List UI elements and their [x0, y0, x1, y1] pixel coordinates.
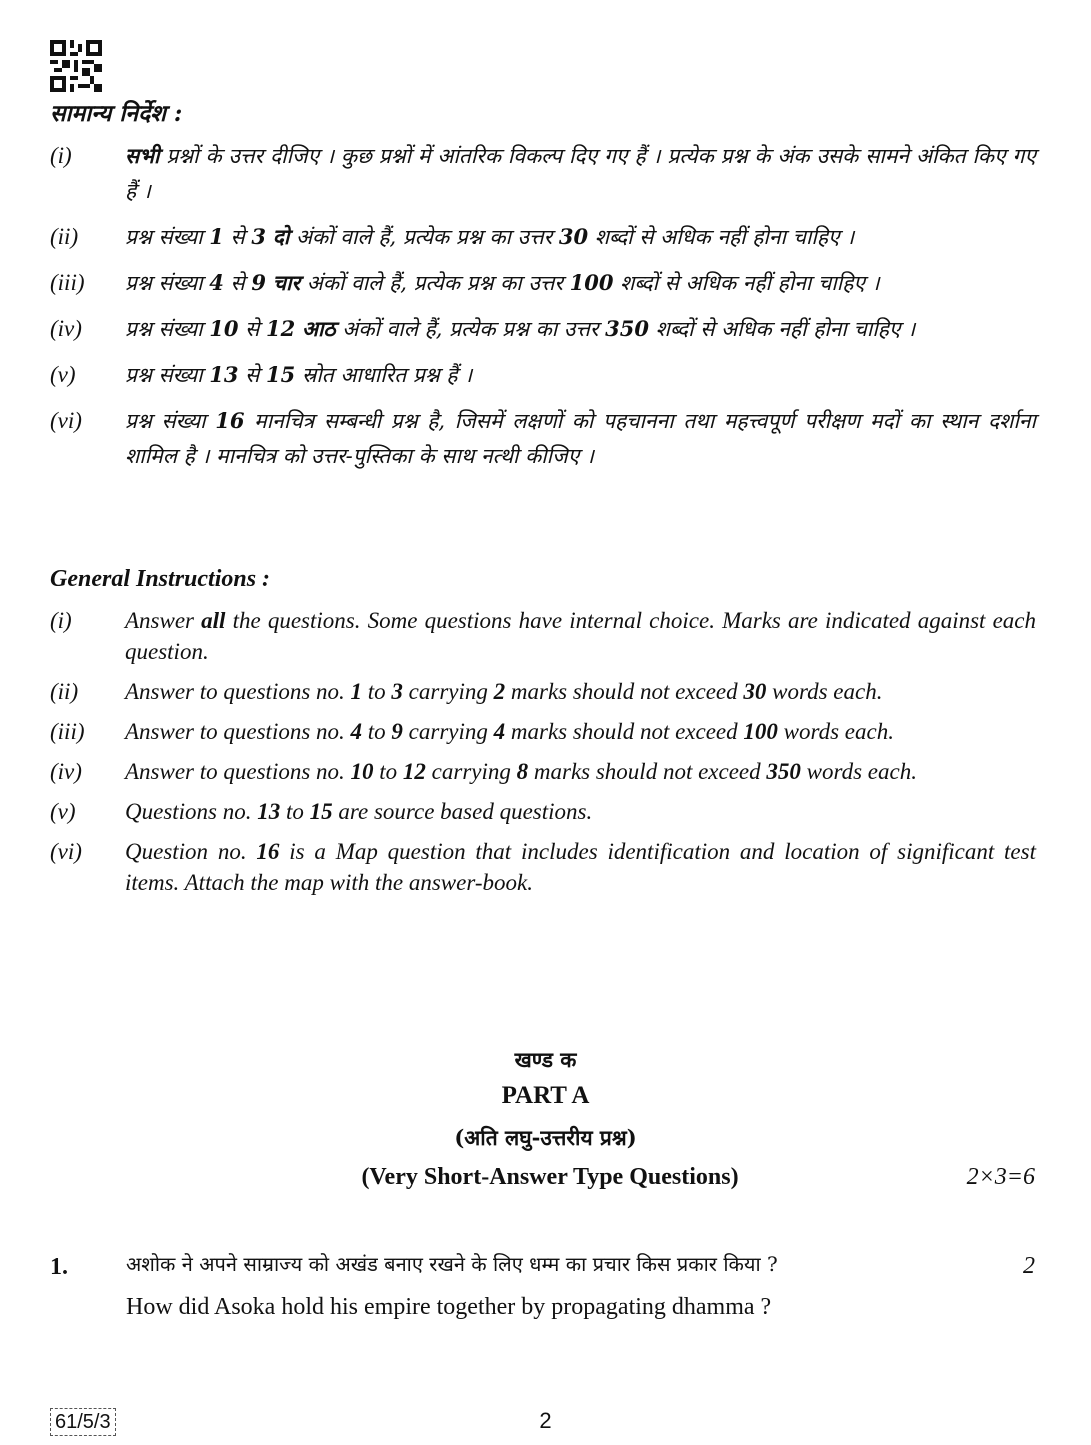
section-part-label: PART A — [501, 1082, 590, 1109]
instruction-emphasis: 2 — [493, 679, 506, 704]
instruction-emphasis: all — [201, 608, 226, 633]
instruction-text — [125, 676, 1036, 707]
instruction-fragment: marks should not exceed — [528, 759, 767, 784]
instruction-fragment: अंकों वाले हैं, प्रत्येक प्रश्न का उत्तर — [300, 271, 570, 295]
instruction-text — [125, 796, 1036, 827]
instruction-item — [50, 403, 1036, 474]
instruction-emphasis: दो — [272, 224, 290, 249]
instruction-fragment: Answer to questions no. — [125, 719, 351, 744]
instruction-emphasis: 1 — [209, 224, 224, 249]
instruction-fragment: शब्दों से अधिक नहीं होना चाहिए । — [613, 271, 880, 295]
instruction-fragment: Question no. — [125, 839, 257, 864]
instruction-emphasis: 13 — [209, 362, 239, 387]
instruction-number: (v) — [50, 799, 76, 824]
instruction-fragment: are source based questions. — [332, 799, 593, 824]
instruction-emphasis: 100 — [743, 719, 778, 744]
instruction-emphasis: 8 — [516, 759, 529, 784]
instruction-fragment: Answer to questions no. — [125, 759, 351, 784]
instruction-fragment: to — [280, 799, 310, 824]
instruction-emphasis: 12 — [266, 316, 296, 341]
instruction-emphasis: 4 — [350, 719, 363, 744]
question-hindi-text: अशोक ने अपने साम्राज्य को अखंड बनाए रखने के लिए धम्म का प्रचार किस प्रकार किया ? — [126, 1252, 778, 1276]
instruction-number: (iv) — [50, 759, 82, 784]
instruction-fragment: Answer — [125, 608, 202, 633]
instruction-emphasis: 9 — [251, 270, 267, 295]
instruction-text — [125, 219, 1036, 255]
instruction-item — [50, 836, 1036, 898]
instruction-fragment: the questions. Some questions have internal choice. Marks are indicated against each question. — [125, 608, 1036, 664]
instruction-text — [125, 265, 1036, 301]
instruction-emphasis: 3 — [391, 679, 403, 704]
instruction-fragment: carrying — [402, 679, 494, 704]
instruction-number: (vi) — [50, 408, 82, 433]
instruction-text — [125, 756, 1036, 787]
section-english-type: (Very Short-Answer Type Questions) — [361, 1164, 739, 1190]
instruction-item — [50, 716, 1036, 747]
instruction-fragment: to — [373, 759, 403, 784]
instruction-fragment: carrying — [425, 759, 517, 784]
paper-code: 61/5/3 — [50, 1408, 116, 1436]
instruction-fragment: शब्दों से अधिक नहीं होना चाहिए । — [648, 317, 916, 341]
instruction-number: (ii) — [50, 679, 79, 704]
section-hindi-type: (अति लघु-उत्तरीय प्रश्न) — [454, 1125, 637, 1150]
question-english-text: How did Asoka hold his empire together by propagating dhamma ? — [126, 1294, 772, 1320]
instruction-number: (iv) — [50, 316, 82, 341]
instruction-fragment: से — [223, 225, 252, 249]
instruction-fragment: words each. — [766, 679, 883, 704]
instruction-fragment: मानचित्र सम्बन्धी प्रश्न है, जिसमें लक्षणों को पहचानना तथा महत्त्वपूर्ण परीक्षण मदों का स्थान दर्शाना शामिल है । मानचित्र को उत्तर-पुस्तिका के साथ नत्थी कीजिए । — [125, 409, 1036, 468]
instruction-fragment: marks should not exceed — [505, 719, 744, 744]
instruction-emphasis: 4 — [209, 270, 224, 295]
instruction-emphasis: 100 — [569, 270, 614, 295]
english-instructions-heading: General Instructions : — [50, 566, 271, 592]
instruction-emphasis: 350 — [766, 759, 801, 784]
instruction-number: (ii) — [50, 224, 79, 249]
instruction-number: (vi) — [50, 839, 82, 864]
instruction-number: (i) — [50, 608, 72, 633]
qr-code-icon — [50, 40, 102, 92]
instruction-emphasis: आठ — [301, 316, 336, 341]
instruction-fragment: स्रोत आधारित प्रश्न हैं । — [295, 363, 473, 387]
instruction-fragment: marks should not exceed — [505, 679, 744, 704]
instruction-fragment — [295, 317, 302, 341]
section-khand-label: खण्ड क — [514, 1047, 577, 1072]
instruction-fragment — [266, 225, 273, 249]
instruction-emphasis: 30 — [558, 224, 589, 249]
instruction-fragment: words each. — [800, 759, 917, 784]
instruction-fragment: to — [362, 719, 392, 744]
instruction-emphasis: 16 — [256, 839, 280, 864]
hindi-instructions-list — [50, 138, 1036, 484]
instruction-text — [125, 311, 1036, 347]
instruction-emphasis: 15 — [266, 362, 296, 387]
instruction-text — [125, 138, 1036, 209]
instruction-text — [125, 716, 1036, 747]
instruction-number: (i) — [50, 143, 72, 168]
instruction-item — [50, 265, 1036, 301]
instruction-emphasis: 15 — [309, 799, 333, 824]
instruction-fragment: प्रश्न संख्या — [125, 225, 210, 249]
instruction-fragment: शब्दों से अधिक नहीं होना चाहिए । — [588, 225, 855, 249]
instruction-item — [50, 676, 1036, 707]
instruction-emphasis: चार — [272, 270, 301, 295]
instruction-emphasis: 30 — [743, 679, 767, 704]
hindi-instructions-heading: सामान्य निर्देश : — [50, 100, 183, 127]
instruction-fragment: Answer to questions no. — [125, 679, 351, 704]
instruction-fragment — [266, 271, 273, 295]
instruction-text — [125, 836, 1036, 898]
instruction-emphasis: 12 — [402, 759, 426, 784]
instruction-item — [50, 796, 1036, 827]
instruction-text — [125, 605, 1036, 667]
question-marks: 2 — [1023, 1253, 1035, 1279]
english-instructions-list — [50, 605, 1036, 907]
page-number: 2 — [539, 1408, 552, 1433]
instruction-fragment: is a Map question that includes identification and location of significant test items. Attach the map with the answer-book. — [125, 839, 1036, 895]
instruction-number: (iii) — [50, 270, 85, 295]
instruction-number: (v) — [50, 362, 76, 387]
instruction-number: (iii) — [50, 719, 85, 744]
instruction-item — [50, 219, 1036, 255]
instruction-item — [50, 138, 1036, 209]
instruction-emphasis: 1 — [350, 679, 363, 704]
instruction-text — [125, 357, 1036, 393]
instruction-fragment: प्रश्न संख्या — [125, 317, 210, 341]
instruction-emphasis: 3 — [251, 224, 267, 249]
instruction-fragment: to — [362, 679, 392, 704]
instruction-fragment: words each. — [777, 719, 894, 744]
instruction-item — [50, 756, 1036, 787]
instruction-emphasis: 4 — [493, 719, 506, 744]
instruction-emphasis: 10 — [350, 759, 374, 784]
instruction-fragment: प्रश्न संख्या — [125, 271, 210, 295]
instruction-emphasis: 350 — [605, 316, 649, 341]
instruction-fragment: से — [223, 271, 252, 295]
instruction-fragment: से — [238, 363, 267, 387]
instruction-emphasis: सभी — [125, 143, 160, 168]
instruction-item — [50, 357, 1036, 393]
instruction-fragment: प्रश्न संख्या — [125, 409, 216, 433]
question-number: 1. — [50, 1254, 68, 1280]
instruction-emphasis: 9 — [391, 719, 403, 744]
instruction-fragment: से — [238, 317, 267, 341]
instruction-emphasis: 13 — [257, 799, 281, 824]
instruction-fragment: Questions no. — [125, 799, 258, 824]
instruction-fragment: प्रश्न संख्या — [125, 363, 210, 387]
instruction-item — [50, 311, 1036, 347]
instruction-fragment: अंकों वाले हैं, प्रत्येक प्रश्न का उत्तर — [289, 225, 559, 249]
instruction-emphasis: 10 — [209, 316, 239, 341]
instruction-emphasis: 16 — [215, 408, 245, 433]
section-marks: 2×3=6 — [966, 1164, 1035, 1190]
instruction-text — [125, 403, 1036, 474]
instruction-item — [50, 605, 1036, 667]
instruction-fragment: अंकों वाले हैं, प्रत्येक प्रश्न का उत्तर — [335, 317, 606, 341]
instruction-fragment: carrying — [402, 719, 494, 744]
instruction-fragment: प्रश्नों के उत्तर दीजिए । कुछ प्रश्नों में आंतरिक विकल्प दिए गए हैं । प्रत्येक प्रश्न के अंक उसके सामने अंकित किए गए हैं । — [125, 144, 1036, 203]
